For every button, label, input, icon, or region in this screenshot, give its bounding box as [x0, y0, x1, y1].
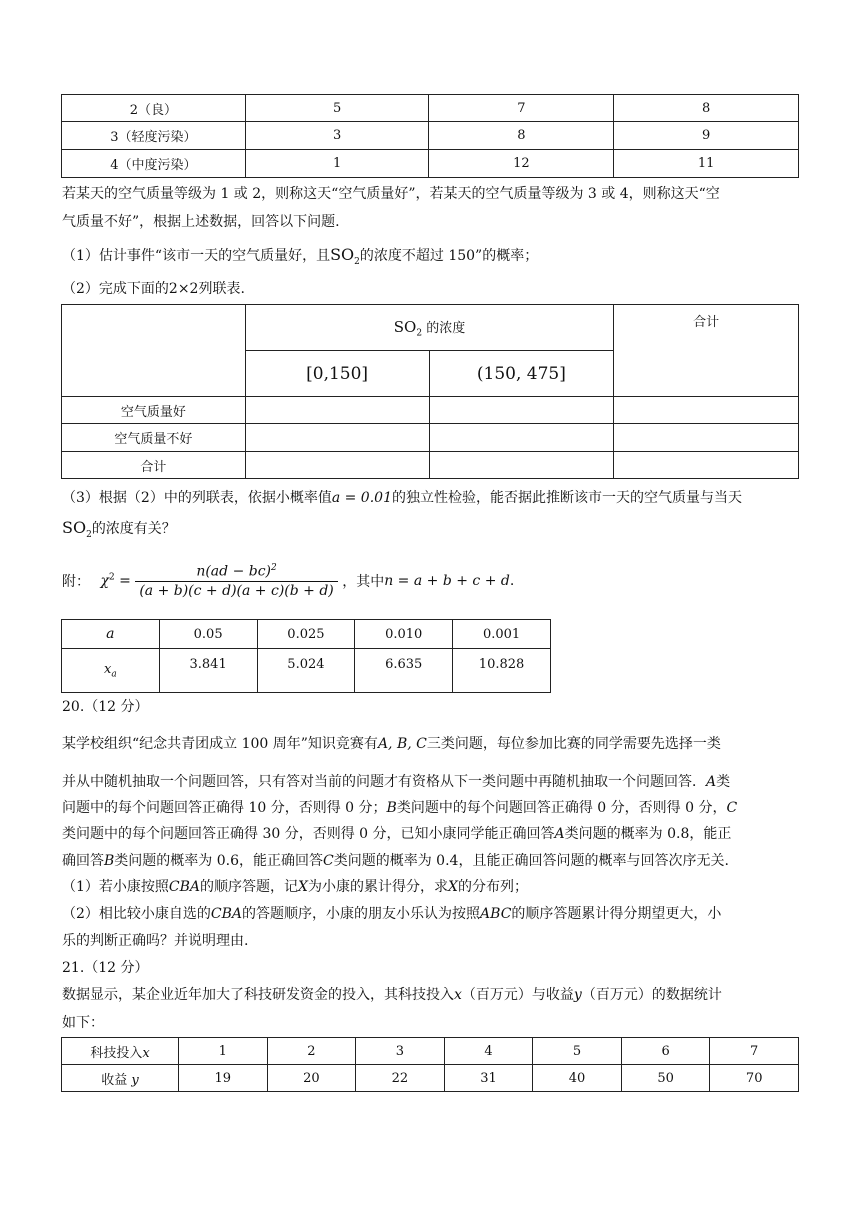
text: 的答题顺序，小康的朋友小乐认为按照 — [242, 906, 481, 922]
table-cell: 1 — [179, 1038, 268, 1065]
math-symbol: X — [448, 879, 458, 895]
q21-line2: 如下： — [62, 1015, 104, 1031]
table-cell: 3.841 — [159, 649, 257, 693]
subscript: 2 — [354, 256, 360, 267]
table-cell: 6.635 — [355, 649, 453, 693]
so2-symbol: SO — [62, 518, 87, 537]
math-symbol: x — [454, 987, 462, 1003]
x-alpha-label — [62, 649, 160, 693]
blank-cell — [614, 397, 799, 424]
table-cell: 0.010 — [355, 620, 453, 649]
blank-cell — [614, 452, 799, 479]
math-expression: A, B, C — [377, 736, 427, 752]
q20-line2 — [62, 772, 802, 792]
table-cell: 5 — [533, 1038, 622, 1065]
blank-cell — [429, 397, 614, 424]
text: （百万元）与收益 — [461, 987, 574, 1003]
text: 科技投入 — [90, 1045, 143, 1061]
math-expression: CBA — [168, 879, 201, 895]
appendix-label: 附： — [62, 573, 90, 590]
q20-part2-line2: 乐的判断正确吗？并说明理由. — [62, 933, 249, 949]
q20-line5 — [62, 851, 802, 871]
formula-numerator — [135, 563, 337, 582]
table-row — [62, 620, 551, 649]
q19-part1 — [62, 245, 802, 272]
q20-part2 — [62, 904, 802, 924]
so2-header-cell — [245, 305, 614, 351]
contingency-table — [61, 304, 799, 479]
q19-part3-line2 — [62, 518, 802, 545]
math-symbol: B — [386, 800, 397, 816]
superscript: 2 — [108, 572, 115, 583]
text: 类问题的概率为 0.6，能正确回答 — [114, 853, 324, 869]
text: 的顺序答题，记 — [200, 879, 299, 895]
text: 问题中的每个问题回答正确得 10 分，否则得 0 分； — [62, 800, 387, 816]
row-label: 空气质量不好 — [62, 424, 246, 452]
table-row — [62, 452, 799, 479]
q19-intro-line1: 若某天的空气质量等级为 1 或 2，则称这天“空气质量好”，若某天的空气质量等级为 3 或 4，则称这天“空 — [62, 186, 720, 202]
subscript: 2 — [416, 328, 423, 339]
table-cell: 11 — [614, 150, 799, 178]
text: （2）相比较小康自选的 — [62, 906, 211, 922]
row-label — [62, 1038, 179, 1065]
table-cell: 0.025 — [257, 620, 355, 649]
air-quality-table — [61, 94, 799, 178]
numerator-text: n(ad − bc) — [196, 563, 272, 580]
blank-cell — [245, 397, 429, 424]
table-cell: 2 — [267, 1038, 356, 1065]
table-cell: 3 — [245, 122, 429, 150]
text: 的分布列； — [457, 879, 528, 895]
so2-symbol: SO — [393, 317, 417, 336]
table-cell: 40 — [533, 1065, 622, 1092]
table-row — [62, 1038, 799, 1065]
table-cell: 20 — [267, 1065, 356, 1092]
math-expression: a = 0.01 — [331, 490, 392, 506]
range-header-2: (150, 475] — [429, 351, 614, 397]
table-row — [62, 150, 799, 178]
blank-cell — [429, 424, 614, 452]
text: ，其中 — [342, 573, 385, 590]
math-symbol: B — [104, 853, 115, 869]
text: 类问题中的每个问题回答正确得 0 分，否则得 0 分， — [396, 800, 727, 816]
table-cell: 4 — [444, 1038, 533, 1065]
blank-cell — [245, 424, 429, 452]
text: （2）完成下面的 — [62, 281, 169, 297]
chi-square-formula — [62, 563, 514, 599]
text: 类问题的概率为 0.8，能正 — [564, 826, 732, 842]
math-symbol: y — [131, 1072, 139, 1088]
text: 为小康的累计得分，求 — [308, 879, 449, 895]
q20-line4 — [62, 824, 802, 844]
superscript: 2 — [271, 563, 277, 573]
text: 的浓度不超过 150”的概率； — [359, 248, 539, 264]
q19-part3 — [62, 488, 802, 508]
table-row — [62, 649, 551, 693]
text: 三类问题，每位参加比赛的同学需要先选择一类 — [426, 736, 721, 752]
subscript: 2 — [86, 529, 92, 540]
text: 类问题的概率为 0.4，且能正确回答问题的概率与回答次序无关. — [333, 853, 729, 869]
math-symbol: x — [142, 1045, 150, 1061]
so2-symbol: SO — [330, 245, 355, 264]
formula-lhs: $\chi^2$ = — [100, 572, 131, 590]
table-cell: 1 — [245, 150, 429, 178]
blank-cell — [429, 452, 614, 479]
math-symbol: A — [706, 774, 717, 790]
table-cell: 31 — [444, 1065, 533, 1092]
text: （1）若小康按照 — [62, 879, 169, 895]
table-cell: 4（中度污染） — [62, 150, 246, 178]
table-cell: 70 — [710, 1065, 799, 1092]
table-cell: 10.828 — [453, 649, 551, 693]
row-label: 空气质量好 — [62, 397, 246, 424]
table-cell: 22 — [356, 1065, 445, 1092]
formula-denominator: (a + b)(c + d)(a + c)(b + d) — [139, 582, 334, 599]
empty-corner-cell — [62, 305, 246, 397]
blank-cell — [245, 452, 429, 479]
table-cell: 8 — [429, 122, 614, 150]
blank-cell — [614, 424, 799, 452]
table-cell: 0.05 — [159, 620, 257, 649]
table-cell: 9 — [614, 122, 799, 150]
table-cell: 8 — [614, 95, 799, 122]
row-label — [62, 1065, 179, 1092]
table-cell: 3（轻度污染） — [62, 122, 246, 150]
math-symbol: C — [323, 853, 334, 869]
table-cell: 7 — [710, 1038, 799, 1065]
chi-symbol: χ — [100, 573, 109, 590]
q20-part1 — [62, 877, 802, 897]
row-label: 合计 — [62, 452, 246, 479]
table-row — [62, 122, 799, 150]
q20-line3 — [62, 798, 802, 818]
table-row — [62, 95, 799, 122]
table-cell: 6 — [621, 1038, 710, 1065]
q21-heading: 21.（12 分） — [62, 960, 149, 976]
q19-intro-line2: 气质量不好”，根据上述数据，回答以下问题. — [62, 214, 340, 230]
text: 并从中随机抽取一个问题回答，只有答对当前的问题才有资格从下一类问题中再随机抽取一个问题回答． — [62, 774, 706, 790]
table-cell: 50 — [621, 1065, 710, 1092]
q19-part2 — [62, 279, 802, 299]
text: 的浓度 — [422, 320, 466, 336]
table-cell: 0.001 — [453, 620, 551, 649]
total-header-cell: 合计 — [614, 305, 799, 397]
text: 类问题中的每个问题回答正确得 30 分，否则得 0 分，已知小康同学能正确回答 — [62, 826, 555, 842]
table-cell: 5.024 — [257, 649, 355, 693]
text: （1）估计事件“该市一天的空气质量好，且 — [62, 248, 331, 264]
q20-heading: 20.（12 分） — [62, 699, 149, 715]
formula-fraction — [135, 563, 337, 599]
text: 数据显示，某企业近年加大了科技研发资金的投入，其科技投入 — [62, 987, 454, 1003]
q21-line1 — [62, 985, 802, 1005]
math-expression: n = a + b + c + d — [384, 572, 510, 589]
x-symbol: x — [104, 661, 112, 677]
table-cell: 7 — [429, 95, 614, 122]
text: 收益 — [101, 1072, 128, 1088]
math-symbol: X — [298, 879, 309, 895]
math-symbol: A — [554, 826, 565, 842]
table-cell: 2（良） — [62, 95, 246, 122]
text: . — [509, 572, 515, 589]
math-symbol: C — [726, 800, 738, 816]
table-cell: 5 — [245, 95, 429, 122]
subscript: a — [111, 669, 117, 680]
table-cell: 12 — [429, 150, 614, 178]
text: 确回答 — [62, 853, 104, 869]
text: 类 — [716, 774, 731, 790]
text: 某学校组织“纪念共青团成立 100 周年”知识竞赛有 — [62, 736, 378, 752]
range-header-1: [0,150] — [245, 351, 429, 397]
text: 的浓度有关？ — [91, 521, 176, 537]
math-expression: ABC — [480, 906, 512, 922]
text: 列联表. — [198, 281, 245, 297]
text: 的独立性检验，能否据此推断该市一天的空气质量与当天 — [391, 490, 742, 506]
table-cell: 19 — [179, 1065, 268, 1092]
math-symbol: y — [573, 987, 582, 1003]
investment-revenue-table — [61, 1037, 799, 1092]
text: 的顺序答题累计得分期望更大，小 — [511, 906, 722, 922]
text: （3）根据（2）中的列联表，依据小概率值 — [62, 490, 332, 506]
table-row — [62, 397, 799, 424]
table-row — [62, 1065, 799, 1092]
math-expression: CBA — [210, 906, 243, 922]
q20-line1 — [62, 734, 802, 754]
critical-value-table — [61, 619, 551, 693]
table-cell: 3 — [356, 1038, 445, 1065]
table-row — [62, 424, 799, 452]
text: （百万元）的数据统计 — [581, 987, 722, 1003]
math-expression: 2×2 — [168, 281, 199, 297]
alpha-label: a — [62, 620, 160, 649]
